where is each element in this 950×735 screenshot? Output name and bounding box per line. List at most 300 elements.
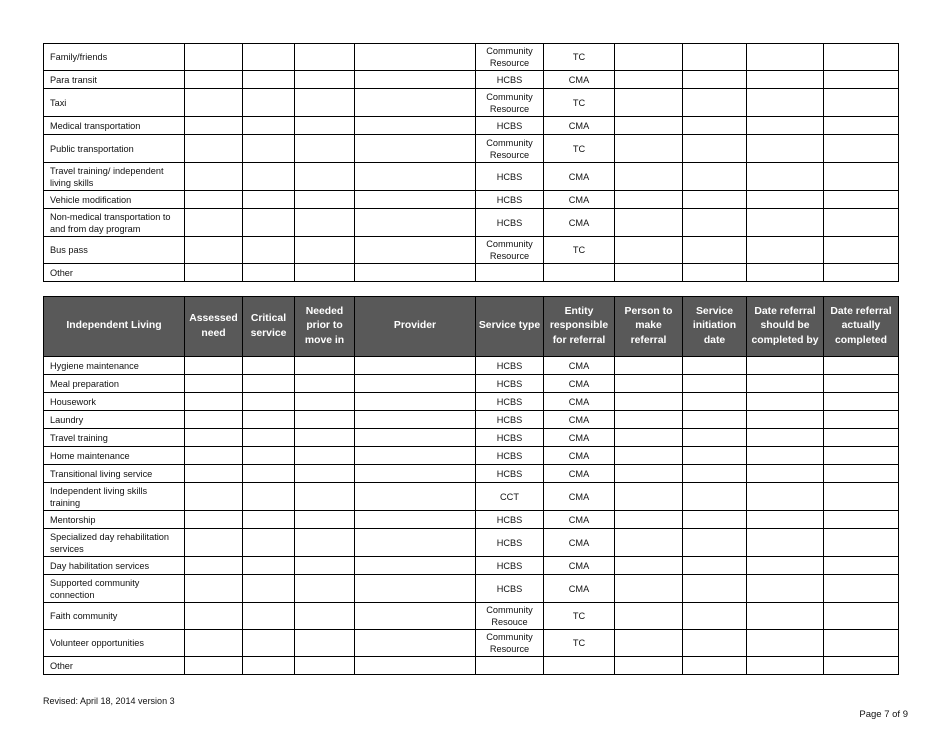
blank-cell[interactable]: [295, 264, 355, 282]
blank-cell[interactable]: [355, 264, 476, 282]
blank-cell[interactable]: [355, 163, 476, 191]
blank-cell[interactable]: [355, 483, 476, 511]
row-label: Vehicle modification: [44, 191, 185, 209]
blank-cell[interactable]: [295, 657, 355, 675]
blank-cell[interactable]: [747, 117, 824, 135]
header-date-actual: Date referral actually completed: [824, 297, 899, 357]
row-label: Family/friends: [44, 44, 185, 71]
blank-cell[interactable]: [355, 411, 476, 429]
blank-cell[interactable]: [355, 191, 476, 209]
blank-cell[interactable]: [355, 71, 476, 89]
entity-cell: CMA: [544, 411, 615, 429]
blank-cell[interactable]: [747, 630, 824, 657]
blank-cell[interactable]: [824, 511, 899, 529]
blank-cell[interactable]: [355, 447, 476, 465]
blank-cell[interactable]: [243, 117, 295, 135]
blank-cell[interactable]: [355, 511, 476, 529]
table-row: [44, 89, 899, 117]
blank-cell[interactable]: [683, 511, 747, 529]
blank-cell[interactable]: [683, 603, 747, 630]
blank-cell[interactable]: [185, 264, 243, 282]
header-person: Person to make referral: [615, 297, 683, 357]
table-row: [44, 237, 899, 264]
blank-cell[interactable]: [824, 264, 899, 282]
blank-cell[interactable]: [243, 511, 295, 529]
blank-cell[interactable]: [243, 483, 295, 511]
blank-cell[interactable]: [355, 117, 476, 135]
blank-cell[interactable]: [824, 483, 899, 511]
service-type-cell: Community Resource: [476, 237, 544, 264]
blank-cell[interactable]: [615, 191, 683, 209]
row-label: Taxi: [44, 89, 185, 117]
blank-cell[interactable]: [243, 557, 295, 575]
blank-cell[interactable]: [683, 447, 747, 465]
blank-cell[interactable]: [747, 237, 824, 264]
blank-cell[interactable]: [615, 375, 683, 393]
blank-cell[interactable]: [747, 657, 824, 675]
blank-cell[interactable]: [295, 375, 355, 393]
blank-cell[interactable]: [615, 264, 683, 282]
blank-cell[interactable]: [824, 630, 899, 657]
table-row: [44, 209, 899, 237]
blank-cell[interactable]: [615, 71, 683, 89]
blank-cell[interactable]: [683, 630, 747, 657]
blank-cell[interactable]: [185, 163, 243, 191]
blank-cell[interactable]: [295, 191, 355, 209]
blank-cell[interactable]: [185, 529, 243, 557]
entity-cell: CMA: [544, 117, 615, 135]
table-row: [44, 71, 899, 89]
header-initiation: Service initiation date: [683, 297, 747, 357]
blank-cell[interactable]: [615, 529, 683, 557]
blank-cell[interactable]: [824, 603, 899, 630]
blank-cell[interactable]: [295, 117, 355, 135]
blank-cell[interactable]: [747, 575, 824, 603]
blank-cell[interactable]: [615, 89, 683, 117]
table-row: [44, 429, 899, 447]
entity-cell: TC: [544, 89, 615, 117]
table-row: [44, 44, 899, 71]
row-label: Public transportation: [44, 135, 185, 163]
blank-cell[interactable]: [295, 483, 355, 511]
table-row: [44, 393, 899, 411]
blank-cell[interactable]: [243, 357, 295, 375]
blank-cell[interactable]: [243, 44, 295, 71]
blank-cell[interactable]: [355, 575, 476, 603]
blank-cell[interactable]: [615, 135, 683, 163]
blank-cell[interactable]: [185, 630, 243, 657]
blank-cell[interactable]: [243, 264, 295, 282]
blank-cell[interactable]: [824, 44, 899, 71]
blank-cell[interactable]: [824, 135, 899, 163]
table-row: [44, 163, 899, 191]
blank-cell[interactable]: [747, 191, 824, 209]
table-row: [44, 264, 899, 282]
blank-cell[interactable]: [615, 511, 683, 529]
table-row: [44, 411, 899, 429]
blank-cell[interactable]: [824, 237, 899, 264]
row-label: Home maintenance: [44, 447, 185, 465]
row-label: Independent living skills training: [44, 483, 185, 511]
blank-cell[interactable]: [355, 429, 476, 447]
blank-cell[interactable]: [747, 71, 824, 89]
header-date-should: Date referral should be completed by: [747, 297, 824, 357]
blank-cell[interactable]: [683, 71, 747, 89]
row-label: Transitional living service: [44, 465, 185, 483]
blank-cell[interactable]: [615, 465, 683, 483]
table-row: [44, 375, 899, 393]
blank-cell[interactable]: [824, 163, 899, 191]
blank-cell[interactable]: [243, 529, 295, 557]
table-row: [44, 483, 899, 511]
blank-cell[interactable]: [747, 393, 824, 411]
blank-cell[interactable]: [615, 393, 683, 411]
blank-cell[interactable]: [824, 575, 899, 603]
header-entity: Entity responsible for referral: [544, 297, 615, 357]
entity-cell: CMA: [544, 163, 615, 191]
blank-cell[interactable]: [243, 603, 295, 630]
blank-cell[interactable]: [243, 163, 295, 191]
blank-cell[interactable]: [185, 511, 243, 529]
service-type-cell: HCBS: [476, 191, 544, 209]
blank-cell[interactable]: [185, 44, 243, 71]
blank-cell[interactable]: [355, 529, 476, 557]
blank-cell[interactable]: [747, 209, 824, 237]
blank-cell[interactable]: [824, 447, 899, 465]
service-type-cell: HCBS: [476, 465, 544, 483]
blank-cell[interactable]: [824, 71, 899, 89]
entity-cell: TC: [544, 135, 615, 163]
service-type-cell: Community Resource: [476, 89, 544, 117]
transportation-table: [43, 43, 899, 282]
blank-cell[interactable]: [615, 575, 683, 603]
entity-cell: CMA: [544, 71, 615, 89]
blank-cell[interactable]: [185, 135, 243, 163]
blank-cell[interactable]: [243, 237, 295, 264]
blank-cell[interactable]: [615, 483, 683, 511]
blank-cell[interactable]: [355, 209, 476, 237]
row-label: Hygiene maintenance: [44, 357, 185, 375]
blank-cell[interactable]: [615, 357, 683, 375]
table-row: [44, 357, 899, 375]
blank-cell[interactable]: [824, 429, 899, 447]
blank-cell[interactable]: [824, 191, 899, 209]
blank-cell[interactable]: [295, 393, 355, 411]
row-label: Day habilitation services: [44, 557, 185, 575]
blank-cell[interactable]: [747, 135, 824, 163]
blank-cell[interactable]: [683, 429, 747, 447]
blank-cell[interactable]: [747, 44, 824, 71]
table-row: [44, 657, 899, 675]
blank-cell[interactable]: [824, 465, 899, 483]
table-row: [44, 557, 899, 575]
blank-cell[interactable]: [243, 447, 295, 465]
blank-cell[interactable]: [295, 135, 355, 163]
blank-cell[interactable]: [243, 393, 295, 411]
blank-cell[interactable]: [683, 163, 747, 191]
blank-cell[interactable]: [683, 411, 747, 429]
header-service-type: Service type: [476, 297, 544, 357]
blank-cell[interactable]: [747, 603, 824, 630]
table-row: [44, 447, 899, 465]
blank-cell[interactable]: [243, 411, 295, 429]
blank-cell[interactable]: [185, 237, 243, 264]
blank-cell[interactable]: [295, 447, 355, 465]
entity-cell: CMA: [544, 557, 615, 575]
row-label: Travel training/ independent living skills: [44, 163, 185, 191]
blank-cell[interactable]: [683, 557, 747, 575]
blank-cell[interactable]: [185, 117, 243, 135]
blank-cell[interactable]: [747, 483, 824, 511]
table-row: [44, 135, 899, 163]
blank-cell[interactable]: [824, 209, 899, 237]
blank-cell[interactable]: [355, 135, 476, 163]
blank-cell[interactable]: [295, 411, 355, 429]
entity-cell: TC: [544, 237, 615, 264]
blank-cell[interactable]: [683, 529, 747, 557]
blank-cell[interactable]: [683, 575, 747, 603]
blank-cell[interactable]: [185, 429, 243, 447]
blank-cell[interactable]: [615, 447, 683, 465]
row-label: Specialized day rehabilitation services: [44, 529, 185, 557]
entity-cell: CMA: [544, 483, 615, 511]
blank-cell[interactable]: [683, 393, 747, 411]
blank-cell[interactable]: [355, 357, 476, 375]
blank-cell[interactable]: [185, 575, 243, 603]
blank-cell[interactable]: [295, 575, 355, 603]
header-independent-living: Independent Living: [44, 297, 185, 357]
row-label: Supported community connection: [44, 575, 185, 603]
table-row: [44, 511, 899, 529]
blank-cell[interactable]: [243, 657, 295, 675]
header-assessed-need: Assessed need: [185, 297, 243, 357]
blank-cell[interactable]: [683, 465, 747, 483]
blank-cell[interactable]: [355, 557, 476, 575]
blank-cell[interactable]: [824, 557, 899, 575]
page-number: Page 7 of 9: [859, 709, 908, 720]
blank-cell[interactable]: [185, 89, 243, 117]
service-type-cell: [476, 657, 544, 675]
blank-cell[interactable]: [615, 237, 683, 264]
blank-cell[interactable]: [355, 237, 476, 264]
table-row: [44, 630, 899, 657]
blank-cell[interactable]: [615, 117, 683, 135]
blank-cell[interactable]: [295, 237, 355, 264]
blank-cell[interactable]: [185, 483, 243, 511]
blank-cell[interactable]: [185, 357, 243, 375]
entity-cell: CMA: [544, 393, 615, 411]
service-type-cell: [476, 264, 544, 282]
blank-cell[interactable]: [243, 630, 295, 657]
blank-cell[interactable]: [355, 89, 476, 117]
blank-cell[interactable]: [747, 89, 824, 117]
blank-cell[interactable]: [243, 465, 295, 483]
table-row: [44, 529, 899, 557]
blank-cell[interactable]: [683, 135, 747, 163]
revision-note: Revised: April 18, 2014 version 3: [43, 696, 175, 706]
blank-cell[interactable]: [824, 357, 899, 375]
blank-cell[interactable]: [615, 429, 683, 447]
row-label: Meal preparation: [44, 375, 185, 393]
entity-cell: CMA: [544, 575, 615, 603]
blank-cell[interactable]: [185, 557, 243, 575]
blank-cell[interactable]: [683, 237, 747, 264]
table-row: [44, 117, 899, 135]
blank-cell[interactable]: [355, 603, 476, 630]
entity-cell: TC: [544, 603, 615, 630]
service-type-cell: HCBS: [476, 557, 544, 575]
blank-cell[interactable]: [615, 630, 683, 657]
row-label: Other: [44, 657, 185, 675]
blank-cell[interactable]: [355, 44, 476, 71]
service-type-cell: HCBS: [476, 429, 544, 447]
table-row: [44, 575, 899, 603]
blank-cell[interactable]: [185, 465, 243, 483]
entity-cell: [544, 657, 615, 675]
blank-cell[interactable]: [747, 163, 824, 191]
row-label: Bus pass: [44, 237, 185, 264]
blank-cell[interactable]: [747, 357, 824, 375]
blank-cell[interactable]: [615, 657, 683, 675]
blank-cell[interactable]: [824, 89, 899, 117]
service-type-cell: CCT: [476, 483, 544, 511]
entity-cell: CMA: [544, 465, 615, 483]
blank-cell[interactable]: [615, 411, 683, 429]
blank-cell[interactable]: [747, 529, 824, 557]
blank-cell[interactable]: [185, 375, 243, 393]
blank-cell[interactable]: [824, 393, 899, 411]
entity-cell: TC: [544, 630, 615, 657]
table-row: [44, 603, 899, 630]
header-row: [44, 297, 899, 357]
row-label: Other: [44, 264, 185, 282]
blank-cell[interactable]: [295, 557, 355, 575]
blank-cell[interactable]: [295, 209, 355, 237]
blank-cell[interactable]: [683, 209, 747, 237]
blank-cell[interactable]: [295, 429, 355, 447]
service-type-cell: HCBS: [476, 529, 544, 557]
blank-cell[interactable]: [615, 163, 683, 191]
blank-cell[interactable]: [295, 465, 355, 483]
blank-cell[interactable]: [683, 375, 747, 393]
blank-cell[interactable]: [683, 89, 747, 117]
service-type-cell: HCBS: [476, 411, 544, 429]
blank-cell[interactable]: [683, 191, 747, 209]
blank-cell[interactable]: [243, 375, 295, 393]
header-needed-prior: Needed prior to move in: [295, 297, 355, 357]
blank-cell[interactable]: [683, 357, 747, 375]
blank-cell[interactable]: [295, 630, 355, 657]
blank-cell[interactable]: [355, 657, 476, 675]
entity-cell: CMA: [544, 529, 615, 557]
blank-cell[interactable]: [295, 357, 355, 375]
blank-cell[interactable]: [295, 163, 355, 191]
blank-cell[interactable]: [243, 89, 295, 117]
blank-cell[interactable]: [243, 135, 295, 163]
entity-cell: CMA: [544, 429, 615, 447]
blank-cell[interactable]: [615, 44, 683, 71]
blank-cell[interactable]: [683, 657, 747, 675]
blank-cell[interactable]: [295, 44, 355, 71]
blank-cell[interactable]: [747, 465, 824, 483]
blank-cell[interactable]: [185, 657, 243, 675]
entity-cell: [544, 264, 615, 282]
blank-cell[interactable]: [295, 89, 355, 117]
blank-cell[interactable]: [295, 603, 355, 630]
blank-cell[interactable]: [683, 264, 747, 282]
service-type-cell: HCBS: [476, 393, 544, 411]
blank-cell[interactable]: [355, 375, 476, 393]
row-label: Faith community: [44, 603, 185, 630]
entity-cell: CMA: [544, 447, 615, 465]
blank-cell[interactable]: [243, 429, 295, 447]
row-label: Laundry: [44, 411, 185, 429]
blank-cell[interactable]: [243, 209, 295, 237]
blank-cell[interactable]: [824, 657, 899, 675]
blank-cell[interactable]: [615, 603, 683, 630]
blank-cell[interactable]: [683, 117, 747, 135]
service-type-cell: Community Resource: [476, 135, 544, 163]
service-type-cell: HCBS: [476, 357, 544, 375]
blank-cell[interactable]: [355, 630, 476, 657]
row-label: Para transit: [44, 71, 185, 89]
blank-cell[interactable]: [355, 393, 476, 411]
blank-cell[interactable]: [824, 529, 899, 557]
blank-cell[interactable]: [185, 209, 243, 237]
blank-cell[interactable]: [747, 447, 824, 465]
blank-cell[interactable]: [295, 71, 355, 89]
blank-cell[interactable]: [615, 209, 683, 237]
blank-cell[interactable]: [747, 511, 824, 529]
blank-cell[interactable]: [185, 393, 243, 411]
blank-cell[interactable]: [185, 603, 243, 630]
table-row: [44, 191, 899, 209]
blank-cell[interactable]: [747, 375, 824, 393]
service-type-cell: Community Resource: [476, 44, 544, 71]
service-type-cell: HCBS: [476, 209, 544, 237]
blank-cell[interactable]: [295, 529, 355, 557]
entity-cell: CMA: [544, 191, 615, 209]
service-type-cell: HCBS: [476, 447, 544, 465]
entity-cell: CMA: [544, 357, 615, 375]
blank-cell[interactable]: [185, 71, 243, 89]
row-label: Housework: [44, 393, 185, 411]
blank-cell[interactable]: [824, 375, 899, 393]
blank-cell[interactable]: [185, 411, 243, 429]
blank-cell[interactable]: [683, 44, 747, 71]
blank-cell[interactable]: [243, 191, 295, 209]
blank-cell[interactable]: [243, 575, 295, 603]
blank-cell[interactable]: [747, 264, 824, 282]
blank-cell[interactable]: [747, 557, 824, 575]
blank-cell[interactable]: [295, 511, 355, 529]
entity-cell: CMA: [544, 209, 615, 237]
blank-cell[interactable]: [747, 411, 824, 429]
table-row: [44, 465, 899, 483]
blank-cell[interactable]: [185, 447, 243, 465]
blank-cell[interactable]: [683, 483, 747, 511]
blank-cell[interactable]: [747, 429, 824, 447]
blank-cell[interactable]: [824, 411, 899, 429]
blank-cell[interactable]: [243, 71, 295, 89]
entity-cell: TC: [544, 44, 615, 71]
row-label: Travel training: [44, 429, 185, 447]
blank-cell[interactable]: [824, 117, 899, 135]
blank-cell[interactable]: [185, 191, 243, 209]
row-label: Mentorship: [44, 511, 185, 529]
blank-cell[interactable]: [615, 557, 683, 575]
blank-cell[interactable]: [355, 465, 476, 483]
